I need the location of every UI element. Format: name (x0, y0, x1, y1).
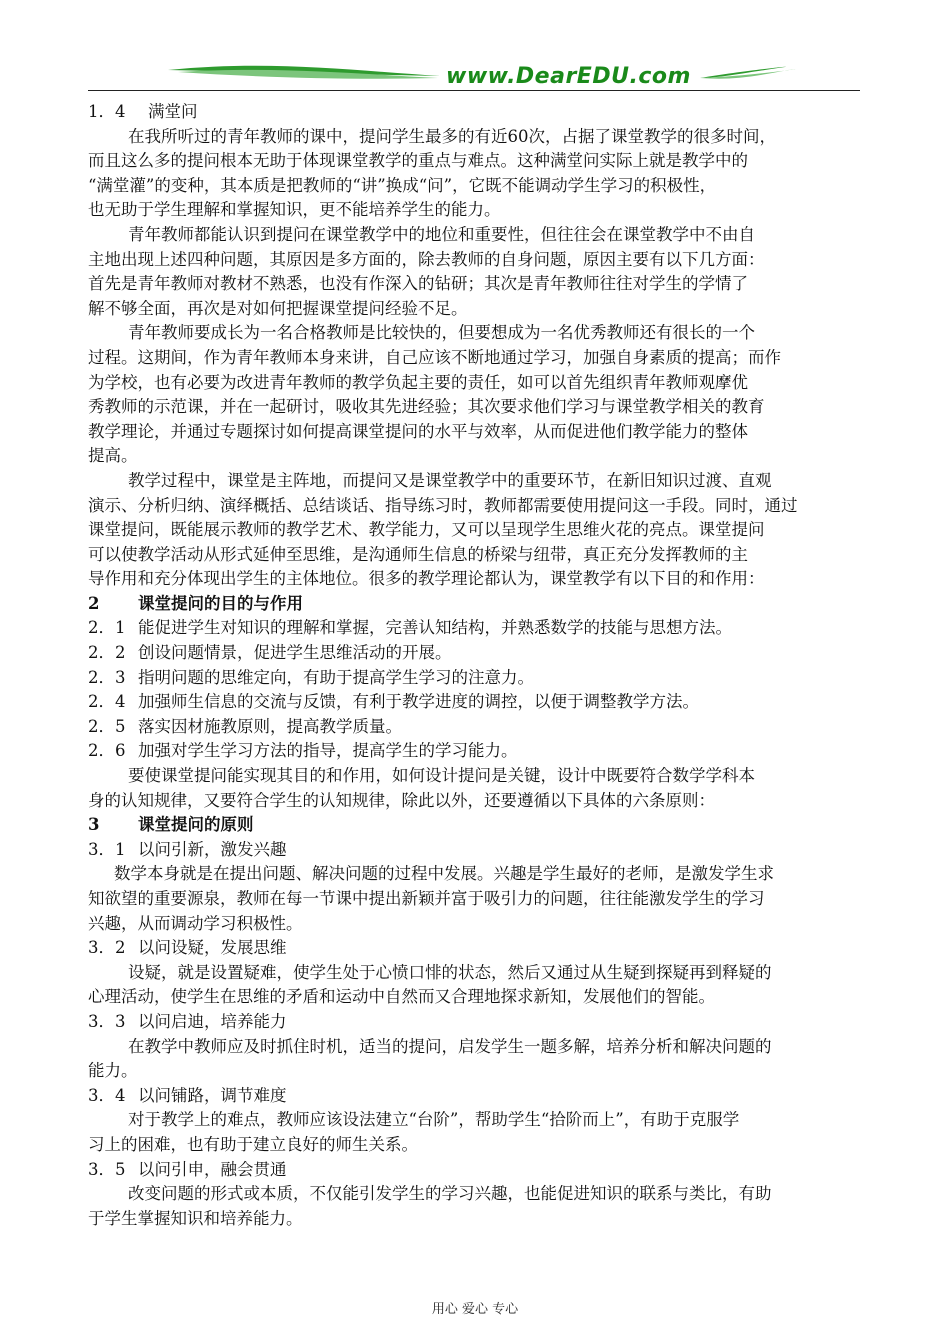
paragraph-line: 在我所听过的青年教师的课中，提问学生最多的有近60次，占据了课堂教学的很多时间， (128, 126, 776, 146)
subsection-heading (88, 1084, 860, 1109)
paragraph-line: 习上的困难，也有助于建立良好的师生关系。 (88, 1134, 418, 1154)
paragraph-line: 首先是青年教师对教材不熟悉，也没有作深入的钻研；其次是青年教师往往对学生的学情了 (88, 274, 748, 294)
document-body (88, 100, 860, 1231)
paragraph-line: 数学本身就是在提出问题、解决问题的过程中发展。兴趣是学生最好的老师，是激发学生求 (114, 864, 774, 884)
item-number: 3．4 (88, 1085, 126, 1105)
item-text: 以问启迪，培养能力 (138, 1011, 287, 1031)
section-number: 2 (88, 593, 100, 613)
paragraph-line: 对于教学上的难点，教师应该设法建立“台阶”，帮助学生“拾阶而上”，有助于克服学 (128, 1110, 740, 1130)
subsection-heading (88, 936, 860, 961)
list-item (88, 616, 860, 641)
item-text: 以问引新，激发兴趣 (138, 839, 287, 859)
item-number: 2．2 (88, 643, 126, 663)
list-item (88, 690, 860, 715)
item-number: 3．1 (88, 839, 126, 859)
section-number: 3 (88, 815, 100, 835)
item-text: 指明问题的思维定向，有助于提高学生学习的注意力。 (138, 667, 534, 687)
paragraph-line: 演示、分析归纳、演绎概括、总结谈话、指导练习时，教师都需要使用提问这一手段。同时，通过 (88, 495, 798, 515)
paragraph-line: 心理活动，使学生在思维的矛盾和运动中自然而又合理地探求新知，发展他们的智能。 (88, 987, 715, 1007)
list-item (88, 739, 860, 764)
paragraph-line: 解不够全面，再次是对如何把握课堂提问经验不足。 (88, 298, 468, 318)
paragraph-line: 教学过程中，课堂是主阵地，而提问又是课堂教学中的重要环节，在新旧知识过渡、直观 (128, 470, 772, 490)
item-number: 3．5 (88, 1159, 126, 1179)
item-text: 加强对学生学习方法的指导，提高学生的学习能力。 (138, 741, 518, 761)
paragraph-line: 改变问题的形式或本质，不仅能引发学生的学习兴趣，也能促进知识的联系与类比，有助 (128, 1184, 772, 1204)
paragraph-line: 导作用和充分体现出学生的主体地位。很多的教学理论都认为，课堂教学有以下目的和作用： (88, 569, 765, 589)
section-2-heading (88, 592, 860, 617)
paragraph-line: 过程。这期间，作为青年教师本身来讲，自己应该不断地通过学习，加强自身素质的提高；而作 (88, 347, 781, 367)
paragraph-line: 主地出现上述四种问题，其原因是多方面的，除去教师的自身问题，原因主要有以下几方面： (88, 249, 765, 269)
page-footer: 用心 爱心 专心 (431, 1302, 519, 1317)
item-text: 以问铺路，调节难度 (138, 1085, 287, 1105)
item-text: 能促进学生对知识的理解和掌握，完善认知结构，并熟悉数学的技能与思想方法。 (138, 618, 732, 638)
item-number: 2．3 (88, 667, 126, 687)
item-number: 2．4 (88, 692, 126, 712)
paragraph-line: 可以使教学活动从形式延伸至思维，是沟通师生信息的桥梁与纽带，真正充分发挥教师的主 (88, 544, 748, 564)
list-item (88, 715, 860, 740)
section-3-heading (88, 813, 860, 838)
item-number: 2．6 (88, 741, 126, 761)
item-number: 3．3 (88, 1011, 126, 1031)
site-logo-text[interactable]: www.DearEDU.com (446, 64, 691, 89)
paragraph-line: “满堂灌”的变种，其本质是把教师的“讲”换成“问”，它既不能调动学生学习的积极性， (88, 175, 717, 195)
subsection-heading (88, 1010, 860, 1035)
paragraph-line: 在教学中教师应及时抓住时机，适当的提问，启发学生一题多解，培养分析和解决问题的 (128, 1036, 772, 1056)
paragraph-line: 秀教师的示范课，并在一起研讨，吸收其先进经验；其次要求他们学习与课堂教学相关的教育 (88, 397, 765, 417)
header-divider (88, 90, 860, 91)
item-number: 2．5 (88, 716, 126, 736)
paragraph-line: 也无助于学生理解和掌握知识，更不能培养学生的能力。 (88, 200, 501, 220)
paragraph-line: 知欲望的重要源泉，教师在每一节课中提出新颖并富于吸引力的问题，往往能激发学生的学习 (88, 889, 765, 908)
subsection-heading (88, 838, 860, 863)
paragraph-line: 为学校，也有必要为改进青年教师的教学负起主要的责任，如可以首先组织青年教师观摩优 (88, 372, 748, 392)
section-title: 满堂问 (148, 102, 198, 121)
item-number: 2．1 (88, 618, 126, 638)
paragraph-line: 要使课堂提问能实现其目的和作用，如何设计提问是关键，设计中既要符合数学学科本 (128, 766, 755, 786)
section-1-4-heading (88, 100, 860, 125)
item-text: 创设问题情景，促进学生思维活动的开展。 (138, 643, 452, 663)
paragraph-line: 而且这么多的提问根本无助于体现课堂教学的重点与难点。这种满堂问实际上就是教学中的 (88, 151, 748, 171)
section-title: 课堂提问的原则 (138, 815, 254, 835)
paragraph-line: 于学生掌握知识和培养能力。 (88, 1208, 303, 1228)
item-number: 3．2 (88, 938, 126, 958)
paragraph-line: 课堂提问，既能展示教师的教学艺术、教学能力，又可以呈现学生思维火花的亮点。课堂提问 (88, 520, 765, 540)
item-text: 落实因材施教原则，提高教学质量。 (138, 716, 402, 736)
paragraph-line: 能力。 (88, 1061, 138, 1081)
paragraph-line: 设疑，就是设置疑难，使学生处于心愤口悱的状态，然后又通过从生疑到探疑再到释疑的 (128, 962, 772, 982)
paragraph-line: 青年教师都能认识到提问在课堂教学中的地位和重要性，但往往会在课堂教学中不由自 (128, 224, 755, 244)
paragraph-line: 青年教师要成长为一名合格教师是比较快的，但要想成为一名优秀教师还有很长的一个 (128, 323, 755, 343)
list-item (88, 641, 860, 666)
paragraph-line: 兴趣，从而调动学习积极性。 (88, 913, 303, 933)
section-number: 1．4 (88, 102, 126, 121)
paragraph-line: 教学理论，并通过专题探讨如何提高课堂提问的水平与效率，从而促进他们教学能力的整体 (88, 421, 748, 441)
item-text: 以问设疑，发展思维 (138, 938, 287, 958)
paragraph-line: 身的认知规律，又要符合学生的认知规律，除此以外，还要遵循以下具体的六条原则： (88, 790, 715, 810)
item-text: 加强师生信息的交流与反馈，有利于教学进度的调控，以便于调整教学方法。 (138, 692, 699, 712)
item-text: 以问引申，融会贯通 (138, 1159, 287, 1179)
subsection-heading (88, 1158, 860, 1183)
list-item (88, 666, 860, 691)
section-title: 课堂提问的目的与作用 (138, 593, 303, 613)
paragraph-line: 提高。 (88, 446, 138, 466)
